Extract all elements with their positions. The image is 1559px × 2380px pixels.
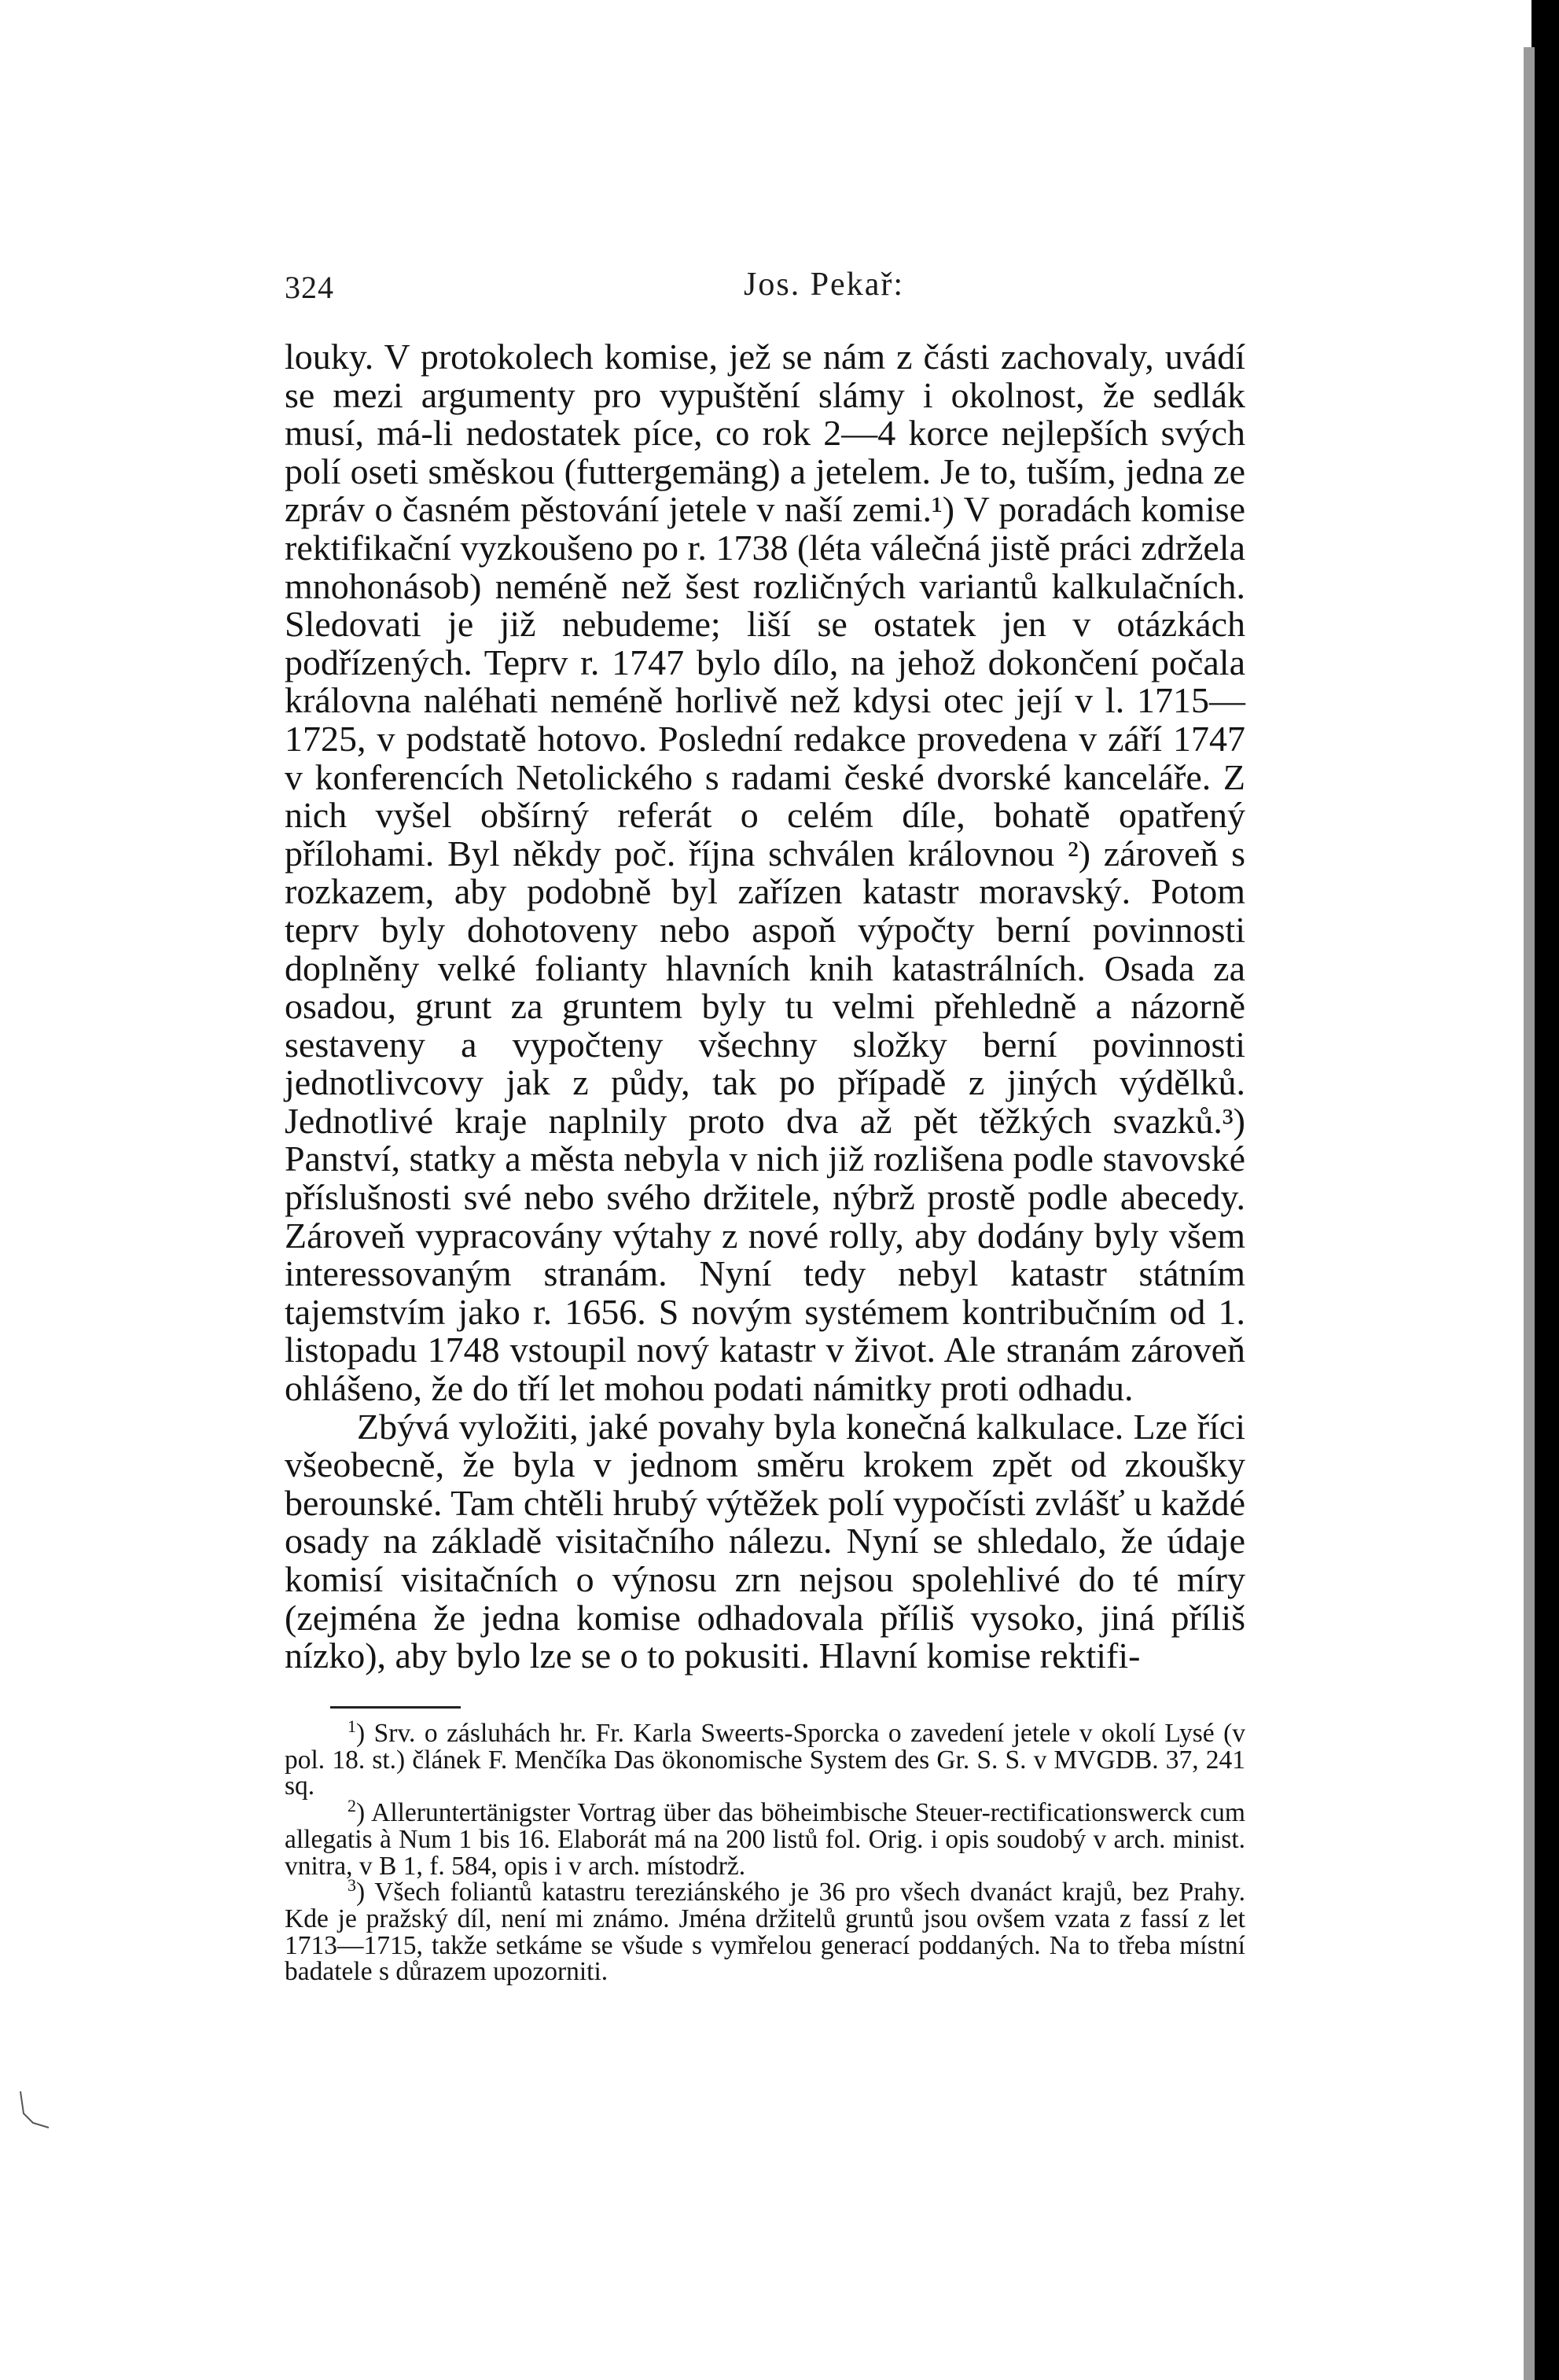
footnote-2-marker: 2 <box>347 1795 356 1815</box>
footnote-3: $^3$) Všech foliantů katastru tereziánského je 36 pro všech dvanáct krajů, bez Prahy. Kde je pražský díl, není mi známo. Jména držitelů gruntů jsou ovšem vzata z fassí z let 1713—1715, takže setkáme se všude s vymřelou generací poddaných. Na to třeba místní badatele s důrazem upozorniti. <box>285 1875 1245 1987</box>
body-paragraph-1: louky. V protokolech komise, jež se nám z části zachovaly, uvádí se mezi argumenty pro vypuštění slámy i okolnost, že sedlák musí, má-li nedostatek píce, co rok 2—4 korce nejlepších svých polí oseti směskou (futtergemäng) a jetelem. Je to, tuším, jedna ze zpráv o časném pěstování jetele v naší zemi.¹) V poradách komise rektifikační vyzkoušeno po r. 1738 (léta válečná jistě práci zdržela mnohonásob) neméně než šest rozličných variantů kalkulačních. Sledovati je již nebudeme; liší se ostatek jen v otázkách podřízených. Teprv r. 1747 bylo dílo, na jehož dokončení počala královna naléhati neméně horlivě než kdysi otec její v l. 1715—1725, v podstatě hotovo. Poslední redakce provedena v září 1747 v konferencích Netolického s radami české dvorské kanceláře. Z nich vyšel obšírný referát o celém díle, bohatě opatřený přílohami. Byl někdy poč. října schválen královnou ²) zároveň s rozkazem, aby podobně byl zařízen katastr moravský. Potom teprv byly dohotoveny nebo aspoň výpočty berní povinnosti doplněny velké folianty hlavních knih katastrálních. Osada za osadou, grunt za gruntem byly tu velmi přehledně a názorně sestaveny a vypočteny všechny složky berní povinnosti jednotlivcovy jak z půdy, tak po případě z jiných výdělků. Jednotlivé kraje naplnily proto dva až pět těžkých svazků.³) Panství, statky a města nebyla v nich již rozlišena podle stavovské příslušnosti své nebo svého držitele, nýbrž prostě podle abecedy. Zároveň vypracovány výtahy z nové rolly, aby dodány byly všem interessovaným stranám. Nyní tedy nebyl katastr státním tajemstvím jako r. 1656. S novým systémem kontribučním od 1. listopadu 1748 vstoupil nový katastr v život. Ale stranám zároveň ohlášeno, že do tří let mohou podati námitky proti odhadu. <box>285 337 1245 1409</box>
page-number: 324 <box>285 270 334 305</box>
scan-edge-strip <box>1524 47 1535 2380</box>
footnote-2: $^2$) Alleruntertänigster Vortrag über das böheimbische Steuer-rectificationswerck cum allegatis à Num 1 bis 16. Elaborát má na 200 listů fol. Orig. i opis soudobý v arch. minist. vnitra, v B 1, f. 584, opis i v arch. místodrž. <box>285 1795 1245 1881</box>
body-text <box>285 338 1245 1676</box>
footnote-2-text: Alleruntertänigster Vortrag über das böheimbische Steuer-rectificationswerck cum allegatis à Num 1 bis 16. Elaborát má na 200 listů fol. Orig. i opis soudobý v arch. minist. vnitra, v B 1, f. 584, opis i v arch. místodrž. <box>285 1798 1245 1881</box>
footnote-1-marker: 1 <box>347 1716 356 1736</box>
footnotes <box>285 1716 1246 1987</box>
footnote-1: $^1$) Srv. o zásluhách hr. Fr. Karla Sweerts-Sporcka o zavedení jetele v okolí Lysé (v pol. 18. st.) článek F. Menčíka Das ökonomische System des Gr. S. S. v MVGDB. 37, 241 sq. <box>285 1716 1246 1801</box>
footnote-separator <box>330 1706 461 1709</box>
footnote-1-text: Srv. o zásluhách hr. Fr. Karla Sweerts-Sporcka o zavedení jetele v okolí Lysé (v pol. 18. st.) článek F. Menčíka Das ökonomische System des Gr. S. S. v MVGDB. 37, 241 sq. <box>285 1719 1246 1801</box>
scan-corner-mark <box>17 2090 52 2129</box>
footnote-3-marker: 3 <box>347 1875 356 1896</box>
running-head: Jos. Pekař: <box>744 267 904 303</box>
footnote-3-text: Všech foliantů katastru tereziánského je 36 pro všech dvanáct krajů, bez Prahy. Kde je pražský díl, není mi známo. Jména držitelů gruntů jsou ovšem vzata z fassí z let 1713—1715, takže setkáme se všude s vymřelou generací poddaných. Na to třeba místní badatele s důrazem upozorniti. <box>285 1878 1245 1987</box>
body-paragraph-2: Zbývá vyložiti, jaké povahy byla konečná kalkulace. Lze říci všeobecně, že byla v jednom směru krokem zpět od zkoušky berounské. Tam chtěli hrubý výtěžek polí vypočísti zvlášť u každé osady na základě visitačního nálezu. Nyní se shledalo, že údaje komisí visitačních o výnosu zrn nejsou spolehlivé do té míry (zejména že jedna komise odhadovala příliš vysoko, jiná příliš nízko), aby bylo lze se o to pokusiti. Hlavní komise rektifi- <box>285 1406 1245 1676</box>
page-header <box>285 258 1245 305</box>
